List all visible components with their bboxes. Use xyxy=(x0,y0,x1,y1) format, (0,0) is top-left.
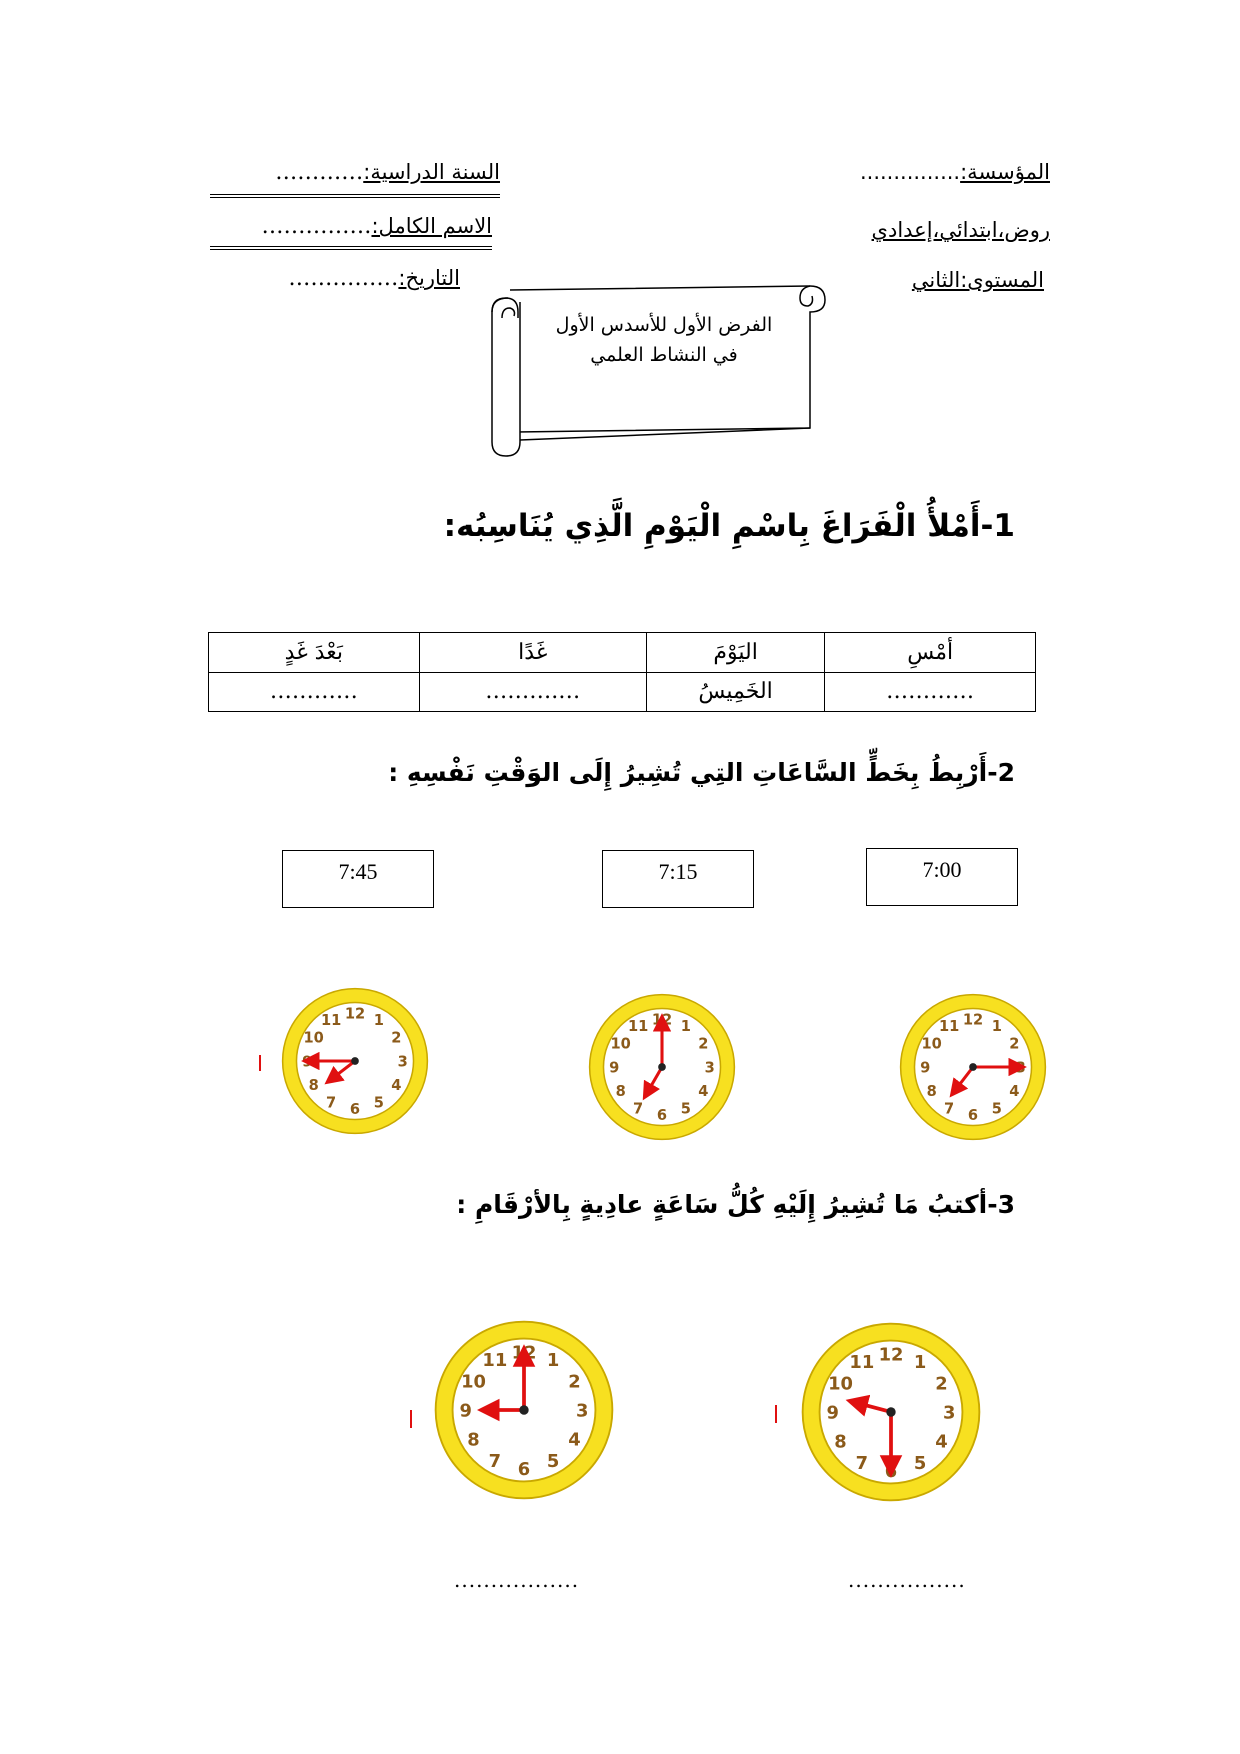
clock-number: 4 xyxy=(935,1431,948,1453)
days-header-yesterday: أمْسِ xyxy=(825,633,1036,673)
date-value: …………… xyxy=(288,266,399,291)
school-year-underline xyxy=(210,194,500,198)
clock-number: 2 xyxy=(935,1373,948,1395)
clock-number: 9 xyxy=(920,1059,931,1077)
clock-face xyxy=(430,1316,618,1504)
clock-number: 3 xyxy=(943,1402,956,1424)
clock-number: 11 xyxy=(482,1350,508,1372)
clock-number: 8 xyxy=(926,1083,937,1101)
clock-number: 1 xyxy=(546,1350,560,1372)
clock-number: 3 xyxy=(1015,1059,1026,1077)
clock-number: 10 xyxy=(828,1373,853,1395)
school-types: روض،ابتدائي،إعدادي xyxy=(871,218,1050,242)
clock-number: 1 xyxy=(680,1018,691,1036)
clock-number: 8 xyxy=(467,1429,480,1451)
question-3-text: 3-أكتبُ مَا تُشِيرُ إِلَيْهِ كُلُّ سَاعَةٍ عادِيةٍ بِالأرْقَامِ : xyxy=(456,1190,1015,1219)
clock-number: 11 xyxy=(938,1018,960,1036)
clock-face xyxy=(896,990,1050,1144)
time-box-715[interactable]: 7:15 xyxy=(602,850,754,908)
clock-number: 3 xyxy=(704,1059,715,1077)
clock-face xyxy=(797,1318,985,1506)
institution-value: ............... xyxy=(859,160,961,184)
clock-number: 1 xyxy=(991,1018,1002,1036)
date-field xyxy=(288,266,460,291)
q3-clock-left xyxy=(430,1316,618,1504)
clock-number: 4 xyxy=(1009,1083,1020,1101)
clock-number: 9 xyxy=(459,1400,472,1422)
clock-number: 12 xyxy=(962,1011,984,1029)
clock-number: 6 xyxy=(967,1107,979,1125)
days-table xyxy=(208,632,1036,712)
table-row xyxy=(209,633,1036,673)
exam-title xyxy=(524,310,804,370)
clock-number: 2 xyxy=(391,1029,402,1047)
clock-number: 11 xyxy=(849,1352,875,1374)
clock-number: 8 xyxy=(615,1083,626,1101)
exam-title-line2: في النشاط العلمي xyxy=(590,344,738,366)
days-header-tomorrow: غَدًا xyxy=(419,633,646,673)
clock-number: 6 xyxy=(884,1460,898,1482)
full-name-underline xyxy=(210,246,492,250)
clock-number: 1 xyxy=(373,1012,384,1030)
clock-number: 4 xyxy=(568,1429,581,1451)
institution-field xyxy=(860,160,1050,184)
tick-mark xyxy=(775,1405,777,1423)
full-name-label: الاسم الكامل: xyxy=(371,214,492,238)
institution-label: المؤسسة: xyxy=(960,160,1050,184)
clock-number: 10 xyxy=(610,1035,631,1053)
clock-number: 2 xyxy=(1009,1035,1020,1053)
clock-number: 10 xyxy=(303,1029,324,1047)
clock-number: 6 xyxy=(349,1101,361,1119)
clock-number: 6 xyxy=(517,1458,531,1480)
level-label: المستوى:الثاني xyxy=(911,268,1044,292)
clock-number: 9 xyxy=(302,1053,313,1071)
clock-number: 7 xyxy=(944,1100,955,1118)
clock-number: 1 xyxy=(913,1352,927,1374)
clock-number: 12 xyxy=(651,1011,673,1029)
clock-face xyxy=(585,990,739,1144)
clock-number: 12 xyxy=(511,1342,537,1364)
school-year-label: السنة الدراسية: xyxy=(363,160,500,184)
clock-number: 5 xyxy=(680,1100,691,1118)
clock-number: 7 xyxy=(855,1453,869,1475)
tick-mark xyxy=(259,1055,261,1071)
clock-number: 7 xyxy=(326,1094,337,1112)
clock-number: 5 xyxy=(546,1451,560,1473)
clock-number: 2 xyxy=(568,1371,581,1393)
days-answer-yesterday[interactable]: ………… xyxy=(825,672,1036,712)
full-name-value: …………… xyxy=(261,214,372,239)
clock-number: 3 xyxy=(397,1053,408,1071)
clock-number: 4 xyxy=(391,1077,402,1095)
time-box-700[interactable]: 7:00 xyxy=(866,848,1018,906)
days-header-today: اليَوْمَ xyxy=(646,633,825,673)
clock-number: 10 xyxy=(461,1371,486,1393)
clock-number: 11 xyxy=(320,1012,342,1030)
school-year-field xyxy=(275,160,500,185)
time-box-745[interactable]: 7:45 xyxy=(282,850,434,908)
days-answer-after-tomorrow[interactable]: ………… xyxy=(209,672,420,712)
answer-blank-right[interactable]: ................ xyxy=(848,1568,966,1592)
clock-number: 5 xyxy=(913,1453,927,1475)
days-answer-today: الخَمِيسُ xyxy=(646,672,825,712)
clock-number: 12 xyxy=(344,1005,366,1023)
question-2-text: 2-أَرْبِطُ بِخَطٍّ السَّاعَاتِ التِي تُشِيرُ إِلَى الوَقْتِ نَفْسِهِ : xyxy=(388,758,1015,787)
clock-number: 10 xyxy=(921,1035,942,1053)
clock-number: 7 xyxy=(633,1100,644,1118)
tick-mark xyxy=(410,1410,412,1428)
clock-number: 8 xyxy=(308,1077,319,1095)
clock-number: 6 xyxy=(656,1107,668,1125)
q2-clock[interactable] xyxy=(585,990,739,1144)
q2-clock[interactable] xyxy=(896,990,1050,1144)
table-row xyxy=(209,672,1036,712)
date-label: التاريخ: xyxy=(398,266,460,290)
clock-number: 7 xyxy=(488,1451,502,1473)
clock-number: 4 xyxy=(698,1083,709,1101)
question-1-text: 1-أَمْلأُ الْفَرَاغَ بِاسْمِ الْيَوْمِ الَّذِي يُنَاسِبُه: xyxy=(443,508,1015,544)
clock-number: 12 xyxy=(878,1344,904,1366)
clock-number: 3 xyxy=(576,1400,589,1422)
clock-number: 8 xyxy=(834,1431,847,1453)
answer-blank-left[interactable]: ................. xyxy=(454,1568,580,1592)
clock-number: 11 xyxy=(627,1018,649,1036)
full-name-field xyxy=(261,214,492,239)
days-answer-tomorrow[interactable]: ……….… xyxy=(419,672,646,712)
clock-number: 5 xyxy=(991,1100,1002,1118)
clock-number: 9 xyxy=(609,1059,620,1077)
exam-title-line1: الفرض الأول للأسدس الأول xyxy=(555,314,773,336)
clock-number: 5 xyxy=(373,1094,384,1112)
days-header-after-tomorrow: بَعْدَ غَدٍ xyxy=(209,633,420,673)
q2-clock[interactable] xyxy=(278,984,432,1138)
clock-number: 2 xyxy=(698,1035,709,1053)
clock-number: 9 xyxy=(826,1402,839,1424)
school-year-value: ………… xyxy=(275,160,364,185)
clock-face xyxy=(278,984,432,1138)
q3-clock-right xyxy=(797,1318,985,1506)
